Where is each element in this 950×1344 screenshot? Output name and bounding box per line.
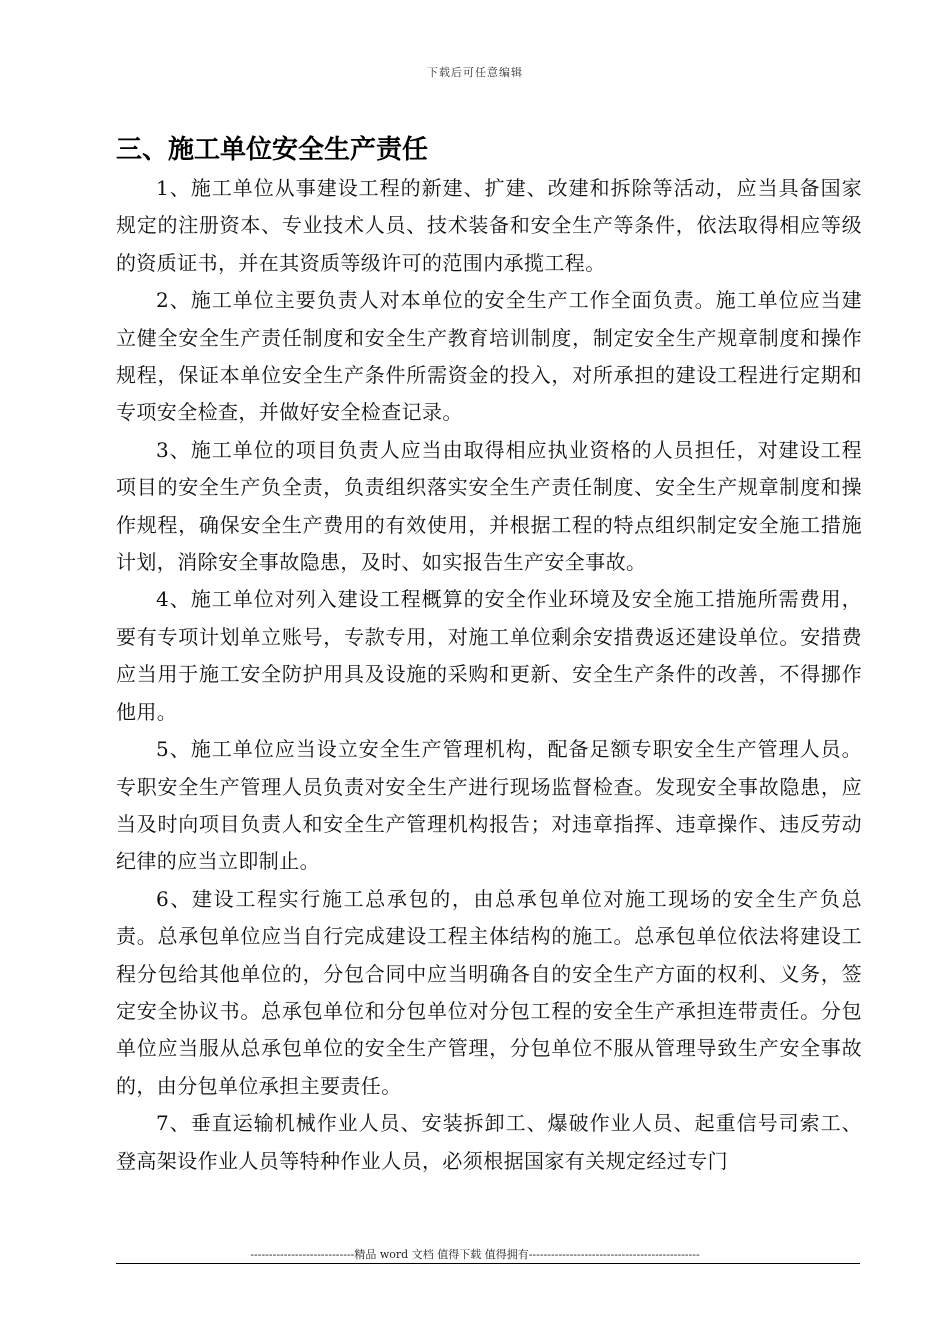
paragraph-7: 7、垂直运输机械作业人员、安装拆卸工、爆破作业人员、起重信号司索工、登高架设作业人员等特种作业人员，必须根据国家有关规定经过专门 (116, 1111, 862, 1173)
page-header: 下载后可任意编辑 (427, 66, 523, 79)
paragraph-1: 1、施工单位从事建设工程的新建、扩建、改建和拆除等活动，应当具备国家规定的注册资本、专业技术人员、技术装备和安全生产等条件，依法取得相应等级的资质证书，并在其资质等级许可的范围内承揽工程。 (116, 176, 862, 275)
paragraph-6: 6、建设工程实行施工总承包的，由总承包单位对施工现场的安全生产负总责。总承包单位应当自行完成建设工程主体结构的施工。总承包单位依法将建设工程分包给其他单位的，分包合同中应当明确各自的安全生产方面的权利、义务，签定安全协议书。总承包单位和分包单位对分包工程的安全生产承担连带责任。分包单位应当服从总承包单位的安全生产管理，分包单位不服从管理导致生产安全事故的，由分包单位承担主要责任。 (116, 886, 862, 1098)
paragraph-5: 5、施工单位应当设立安全生产管理机构，配备足额专职安全生产管理人员。专职安全生产管理人员负责对安全生产进行现场监督检查。发现安全事故隐患，应当及时向项目负责人和安全生产管理机构报告；对违章指挥、违章操作、违反劳动纪律的应当立即制止。 (116, 737, 862, 874)
paragraph-2: 2、施工单位主要负责人对本单位的安全生产工作全面负责。施工单位应当建立健全安全生产责任制度和安全生产教育培训制度，制定安全生产规章制度和操作规程，保证本单位安全生产条件所需资金的投入，对所承担的建设工程进行定期和专项安全检查，并做好安全检查记录。 (116, 288, 862, 425)
paragraph-3: 3、施工单位的项目负责人应当由取得相应执业资格的人员担任，对建设工程项目的安全生产负全责，负责组织落实安全生产责任制度、安全生产规章制度和操作规程，确保安全生产费用的有效使用，并根据工程的特点组织制定安全施工措施计划，消除安全事故隐患，及时、如实报告生产安全事故。 (116, 437, 862, 575)
footer-divider (116, 1263, 860, 1264)
section-title: 三、施工单位安全生产责任 (116, 135, 429, 165)
document-body (116, 132, 862, 1180)
paragraph-4: 4、施工单位对列入建设工程概算的安全作业环境及安全施工措施所需费用，要有专项计划单立账号，专款专用，对施工单位剩余安措费返还建设单位。安措费应当用于施工安全防护用具及设施的采购和更新、安全生产条件的改善，不得挪作他用。 (116, 587, 862, 724)
page-footer: ----------------------------精品 word 文档 值得下载 值得拥有---------------------------------------------- (250, 1248, 700, 1261)
